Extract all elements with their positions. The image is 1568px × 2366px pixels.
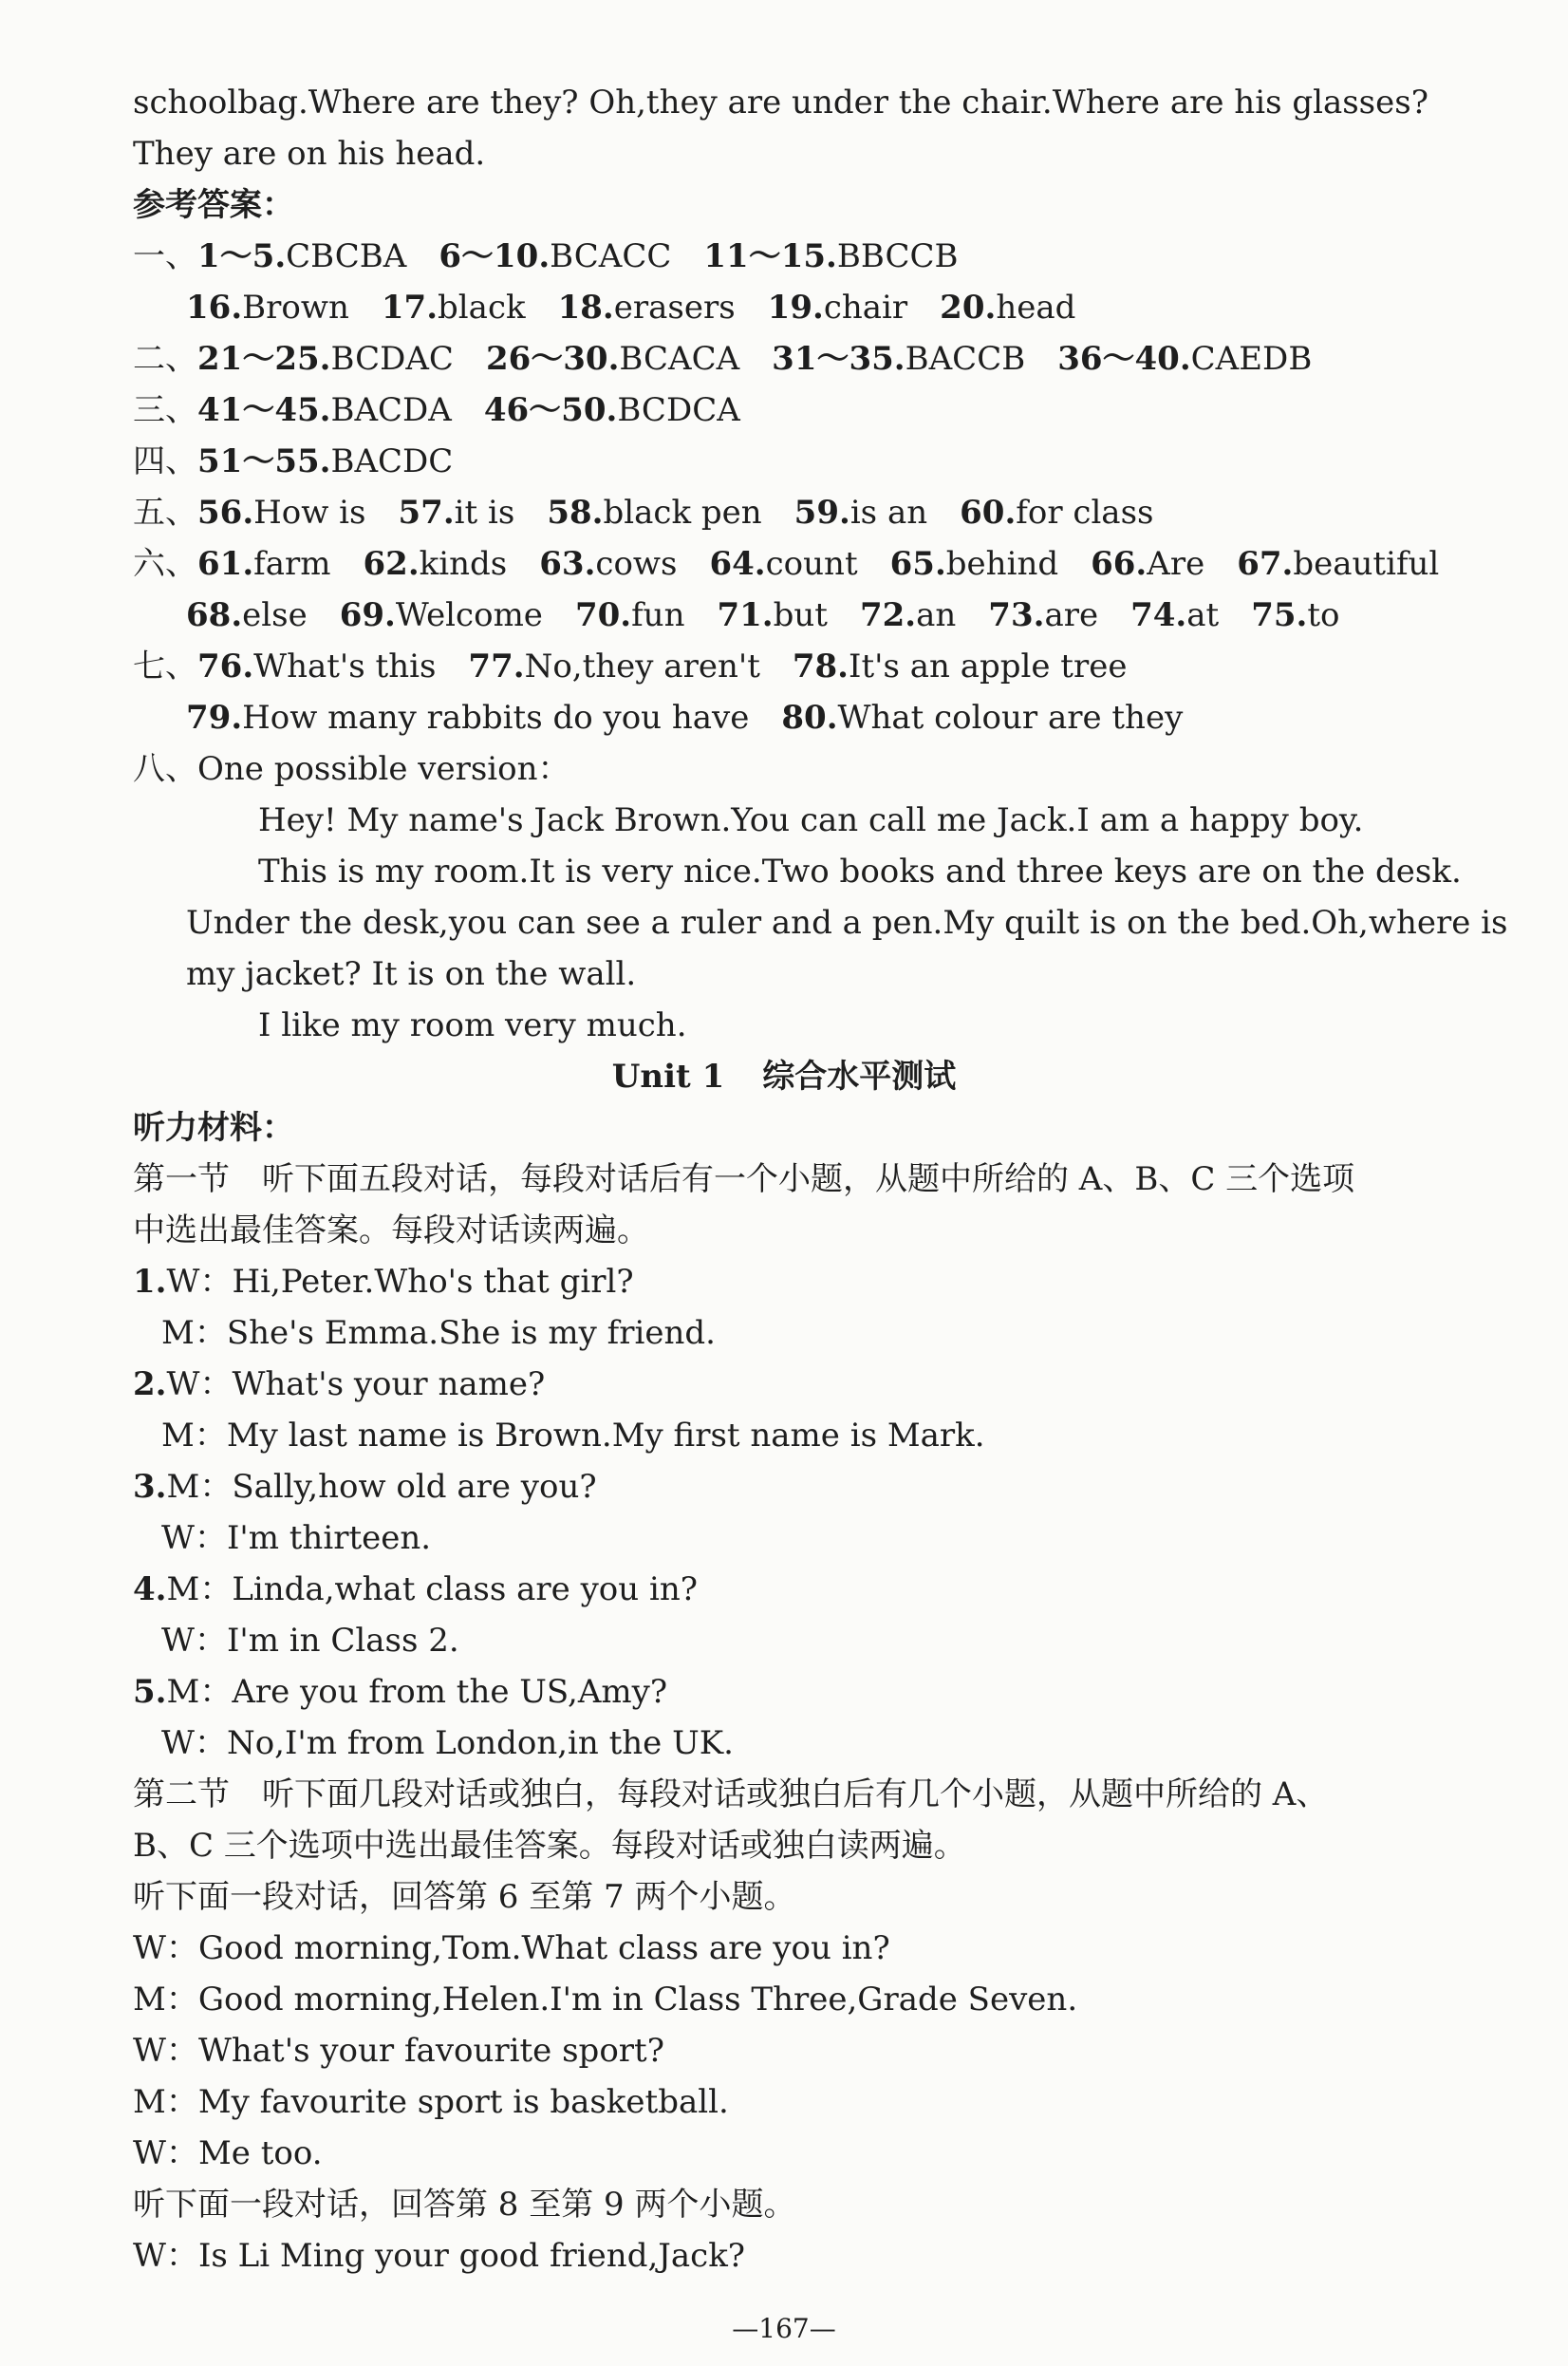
answer-item: 80.What colour are they [781, 699, 1184, 737]
intro-line-1: schoolbag.Where are they? Oh,they are under the chair.Where are his glasses? [133, 84, 1428, 122]
sec1-prefix: 一、 [133, 237, 197, 275]
answer-item: 57.it is [398, 494, 515, 532]
sec3-prefix: 三、 [133, 391, 197, 429]
part1-line-2: 中选出最佳答案。每段对话读两遍。 [133, 1211, 649, 1249]
dialogue-line: 3.M：Sally,how old are you? [133, 1468, 597, 1506]
sec6-prefix: 六、 [133, 545, 197, 583]
conv1-line: W：What's your favourite sport? [133, 2032, 664, 2070]
answer-item: 72.an [859, 596, 957, 634]
answer-item: 59.is an [793, 494, 928, 532]
page-number: —167— [732, 2313, 836, 2344]
answer-item: 56.How is [197, 494, 366, 532]
answer-item: 6～10.BCACC [439, 237, 672, 275]
answer-item: 1～5.CBCBA [197, 237, 407, 275]
sec4-prefix: 四、 [133, 442, 197, 480]
answers-sec6-row1 [0, 539, 1568, 589]
listening-heading: 听力材料： [133, 1109, 294, 1147]
dialogue-line: 1.W：Hi,Peter.Who's that girl? [133, 1263, 634, 1301]
sec8-prefix: 八、 [133, 750, 197, 788]
answers-sec3 [0, 385, 1568, 435]
conv1-line: W：Me too. [133, 2134, 323, 2172]
answer-item: 20.head [940, 289, 1076, 327]
answer-item: 31～35.BACCB [772, 340, 1026, 378]
answer-item: 67.beautiful [1237, 545, 1440, 583]
answers-sec4 [0, 437, 1568, 486]
answer-item: 18.erasers [557, 289, 736, 327]
answer-item: 61.farm [197, 545, 331, 583]
answer-item: 19.chair [767, 289, 908, 327]
answer-item: 71.but [717, 596, 828, 634]
sec2-prefix: 二、 [133, 340, 197, 378]
answers-sec5 [0, 488, 1568, 537]
dialogue-line: 2.W：What's your name? [133, 1365, 546, 1403]
answers-sec7-row2 [0, 693, 1568, 742]
unit-title [0, 1052, 1568, 1101]
answers-sec1-row1 [0, 232, 1568, 281]
answer-item: 69.Welcome [339, 596, 543, 634]
part1-line-1: 第一节 听下面五段对话，每段对话后有一个小题，从题中所给的 A、B、C 三个选项 [133, 1160, 1355, 1198]
essay-line-4: my jacket? It is on the wall. [186, 955, 637, 993]
answer-item: 58.black pen [547, 494, 762, 532]
answer-item: 63.cows [539, 545, 678, 583]
conv1-line: M：Good morning,Helen.I'm in Class Three,Grade Seven. [133, 1981, 1078, 2019]
sec7-prefix: 七、 [133, 648, 197, 685]
essay-line-3: Under the desk,you can see a ruler and a pen.My quilt is on the bed.Oh,where is [186, 904, 1508, 942]
answer-item: 68.else [186, 596, 308, 634]
answer-item: 17.black [381, 289, 526, 327]
answer-item: 16.Brown [186, 289, 349, 327]
dialogue-line: W：I'm thirteen. [161, 1519, 432, 1557]
dialogue-line: 5.M：Are you from the US,Amy? [133, 1673, 668, 1711]
answer-item: 36～40.CAEDB [1057, 340, 1313, 378]
answer-item: 79.How many rabbits do you have [186, 699, 750, 737]
dialogue-line: 4.M：Linda,what class are you in? [133, 1570, 698, 1608]
answer-item: 70.fun [574, 596, 685, 634]
essay-line-2: This is my room.It is very nice.Two books and three keys are on the desk. [258, 853, 1462, 891]
dialogue-line: W：No,I'm from London,in the UK. [161, 1724, 734, 1762]
conv1-line: M：My favourite sport is basketball. [133, 2083, 729, 2121]
answer-item: 65.behind [889, 545, 1059, 583]
answer-item: 26～30.BCACA [485, 340, 740, 378]
unit-title-cn: 综合水平测试 [762, 1058, 957, 1096]
answers-sec8-label [0, 744, 1568, 794]
answer-item: 76.What's this [197, 648, 437, 685]
dialogue-line: M：She's Emma.She is my friend. [161, 1314, 716, 1352]
answer-item: 21～25.BCDAC [197, 340, 454, 378]
answer-item: 11～15.BBCCB [703, 237, 959, 275]
answer-item: 66.Are [1091, 545, 1205, 583]
conv1-line: W：Good morning,Tom.What class are you in? [133, 1929, 890, 1967]
answers-sec1-row2 [0, 283, 1568, 332]
answers-sec6-row2 [0, 591, 1568, 640]
answer-item: 60.for class [960, 494, 1154, 532]
answer-item: 46～50.BCDCA [483, 391, 740, 429]
answer-item: 73.are [988, 596, 1099, 634]
unit-title-en: Unit 1 [611, 1058, 725, 1096]
conv1-intro: 听下面一段对话，回答第 6 至第 7 两个小题。 [133, 1878, 796, 1916]
answers-heading: 参考答案： [133, 186, 294, 224]
answer-item: 64.count [709, 545, 858, 583]
conv2-line: W：Is Li Ming your good friend,Jack? [133, 2237, 746, 2275]
answers-sec2 [0, 334, 1568, 384]
dialogue-line: M：My last name is Brown.My first name is Mark. [161, 1417, 985, 1455]
answer-item: 62.kinds [363, 545, 508, 583]
essay-line-5: I like my room very much. [258, 1006, 687, 1044]
essay-line-1: Hey! My name's Jack Brown.You can call me Jack.I am a happy boy. [258, 801, 1364, 839]
answer-item: 74.at [1130, 596, 1220, 634]
answer-item: 75.to [1251, 596, 1340, 634]
sec8-label: One possible version： [197, 750, 570, 788]
intro-line-2: They are on his head. [133, 135, 486, 173]
answer-item: 77.No,they aren't [468, 648, 760, 685]
part2-line-1: 第二节 听下面几段对话或独白，每段对话或独白后有几个小题，从题中所给的 A、 [133, 1775, 1329, 1813]
answer-item: 51～55.BACDC [197, 442, 454, 480]
dialogue-line: W：I'm in Class 2. [161, 1622, 459, 1660]
answer-item: 78.It's an apple tree [792, 648, 1128, 685]
part2-line-2: B、C 三个选项中选出最佳答案。每段对话或独白读两遍。 [133, 1827, 966, 1865]
answers-sec7-row1 [0, 642, 1568, 691]
conv2-intro: 听下面一段对话，回答第 8 至第 9 两个小题。 [133, 2186, 796, 2224]
sec5-prefix: 五、 [133, 494, 197, 532]
answer-item: 41～45.BACDA [197, 391, 452, 429]
